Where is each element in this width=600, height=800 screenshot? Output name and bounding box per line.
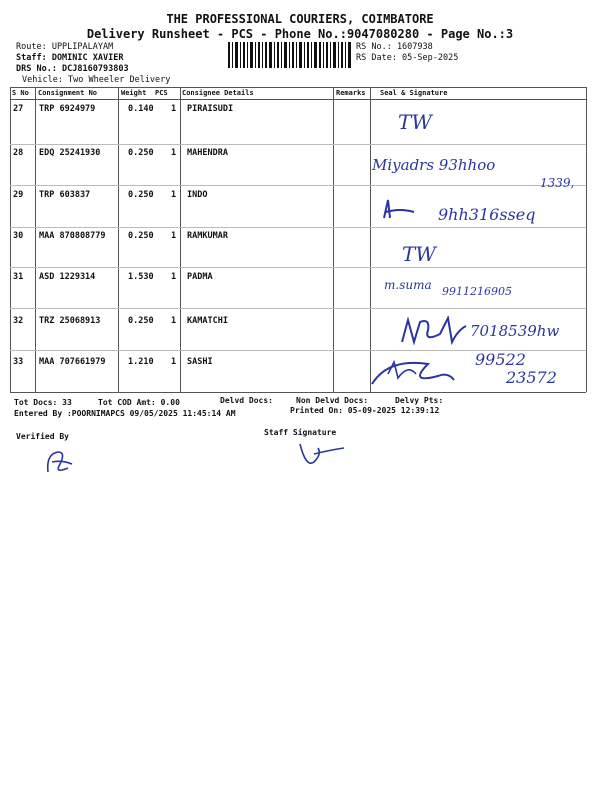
entered-by: Entered By :POORNIMAPCS 09/05/2025 11:45:14 AM — [14, 409, 236, 418]
row-consignment: ASD 1229314 — [39, 272, 96, 282]
row-consignee: RAMKUMAR — [187, 231, 228, 241]
verifier-signature-icon — [42, 446, 76, 478]
row-sno: 30 — [13, 231, 24, 241]
rs-date: RS Date: 05-Sep-2025 — [356, 53, 459, 63]
handwritten-signature: 9911216905 — [442, 285, 512, 298]
handwritten-signature: TW — [398, 110, 432, 134]
row-divider — [10, 185, 586, 186]
row-divider — [10, 227, 586, 228]
row-consignee: KAMATCHI — [187, 316, 228, 326]
handwritten-signature: 1339, — [540, 176, 575, 190]
row-weight: 0.250 — [128, 316, 154, 326]
handwritten-signature: 9hh316sseq — [438, 205, 536, 224]
row-weight: 1.210 — [128, 357, 154, 367]
col-header-sno: S No — [12, 89, 29, 97]
total-cod-amount: Tot COD Amt: 0.00 — [98, 398, 180, 407]
table-bottom-border — [10, 392, 586, 393]
handwritten-signature: m.suma — [384, 278, 432, 292]
row-weight: 0.250 — [128, 190, 154, 200]
runsheet-subtitle: Delivery Runsheet - PCS - Phone No.:9047080280 - Page No.:3 — [86, 27, 514, 41]
staff-signature-label: Staff Signature — [264, 428, 337, 437]
route-label: Route: UPPLIPALAYAM — [16, 42, 114, 52]
row-sno: 31 — [13, 272, 24, 282]
col-divider — [35, 87, 36, 392]
rs-number: RS No.: 1607938 — [356, 42, 433, 52]
row-weight: 0.140 — [128, 104, 154, 114]
delivery-points: Delvy Pts: — [395, 396, 444, 405]
row-consignee: SASHI — [187, 357, 213, 367]
row-sno: 29 — [13, 190, 24, 200]
col-header-pcs: PCS — [155, 89, 168, 97]
row-consignee: INDO — [187, 190, 208, 200]
row-consignee: PADMA — [187, 272, 213, 282]
row-weight: 0.250 — [128, 231, 154, 241]
table-right-border — [586, 87, 587, 392]
row-consignee: PIRAISUDI — [187, 104, 234, 114]
row-divider — [10, 267, 586, 268]
row-weight: 1.530 — [128, 272, 154, 282]
row-pcs: 1 — [171, 190, 177, 200]
staff-signature-icon — [296, 440, 348, 468]
col-divider — [180, 87, 181, 392]
row-sno: 33 — [13, 357, 24, 367]
col-divider — [333, 87, 334, 392]
col-header-seal-signature: Seal & Signature — [380, 89, 448, 97]
row-consignment: TRP 6924979 — [39, 104, 96, 114]
handwritten-signature: TW — [402, 242, 436, 266]
row-sno: 28 — [13, 148, 24, 158]
col-header-consignment: Consignment No — [38, 89, 98, 97]
drs-number: DRS No.: DCJ8160793803 — [16, 64, 129, 74]
handwritten-signature: Miyadrs 93hhoo — [372, 156, 496, 174]
col-divider — [370, 87, 371, 392]
row-consignment: MAA 870808779 — [39, 231, 106, 241]
row-consignment: EDQ 25241930 — [39, 148, 101, 158]
row-pcs: 1 — [171, 316, 177, 326]
barcode-icon — [228, 42, 352, 68]
vehicle-label: Vehicle: Two Wheeler Delivery — [22, 75, 171, 85]
row-consignee: MAHENDRA — [187, 148, 228, 158]
table-header-border — [10, 99, 586, 100]
row-sno: 32 — [13, 316, 24, 326]
col-header-remarks: Remarks — [336, 89, 366, 97]
row-pcs: 1 — [171, 104, 177, 114]
handwritten-signature: 7018539hw — [470, 322, 560, 340]
col-header-consignee: Consignee Details — [182, 89, 254, 97]
signature-scribble-icon — [368, 354, 458, 390]
col-divider — [118, 87, 119, 392]
non-delivered-docs: Non Delvd Docs: — [296, 396, 369, 405]
verified-by-label: Verified By — [16, 432, 69, 441]
row-pcs: 1 — [171, 357, 177, 367]
row-weight: 0.250 — [128, 148, 154, 158]
printed-on: Printed On: 05-09-2025 12:39:12 — [290, 406, 440, 415]
col-header-weight: Weight — [121, 89, 147, 97]
row-divider — [10, 308, 586, 309]
signature-scribble-icon — [400, 316, 470, 346]
company-title: THE PROFESSIONAL COURIERS, COIMBATORE — [166, 12, 434, 26]
row-pcs: 1 — [171, 272, 177, 282]
row-consignment: TRZ 25068913 — [39, 316, 101, 326]
table-left-border — [10, 87, 11, 392]
total-docs: Tot Docs: 33 — [14, 398, 72, 407]
row-consignment: TRP 603837 — [39, 190, 91, 200]
staff-label: Staff: DOMINIC XAVIER — [16, 53, 124, 63]
handwritten-signature: 23572 — [506, 368, 557, 387]
delivered-docs: Delvd Docs: — [220, 396, 273, 405]
row-pcs: 1 — [171, 231, 177, 241]
signature-scribble-icon — [380, 198, 420, 222]
row-divider — [10, 144, 586, 145]
handwritten-signature: 99522 — [475, 350, 526, 369]
row-sno: 27 — [13, 104, 24, 114]
row-consignment: MAA 707661979 — [39, 357, 106, 367]
table-top-border — [10, 87, 586, 88]
row-pcs: 1 — [171, 148, 177, 158]
